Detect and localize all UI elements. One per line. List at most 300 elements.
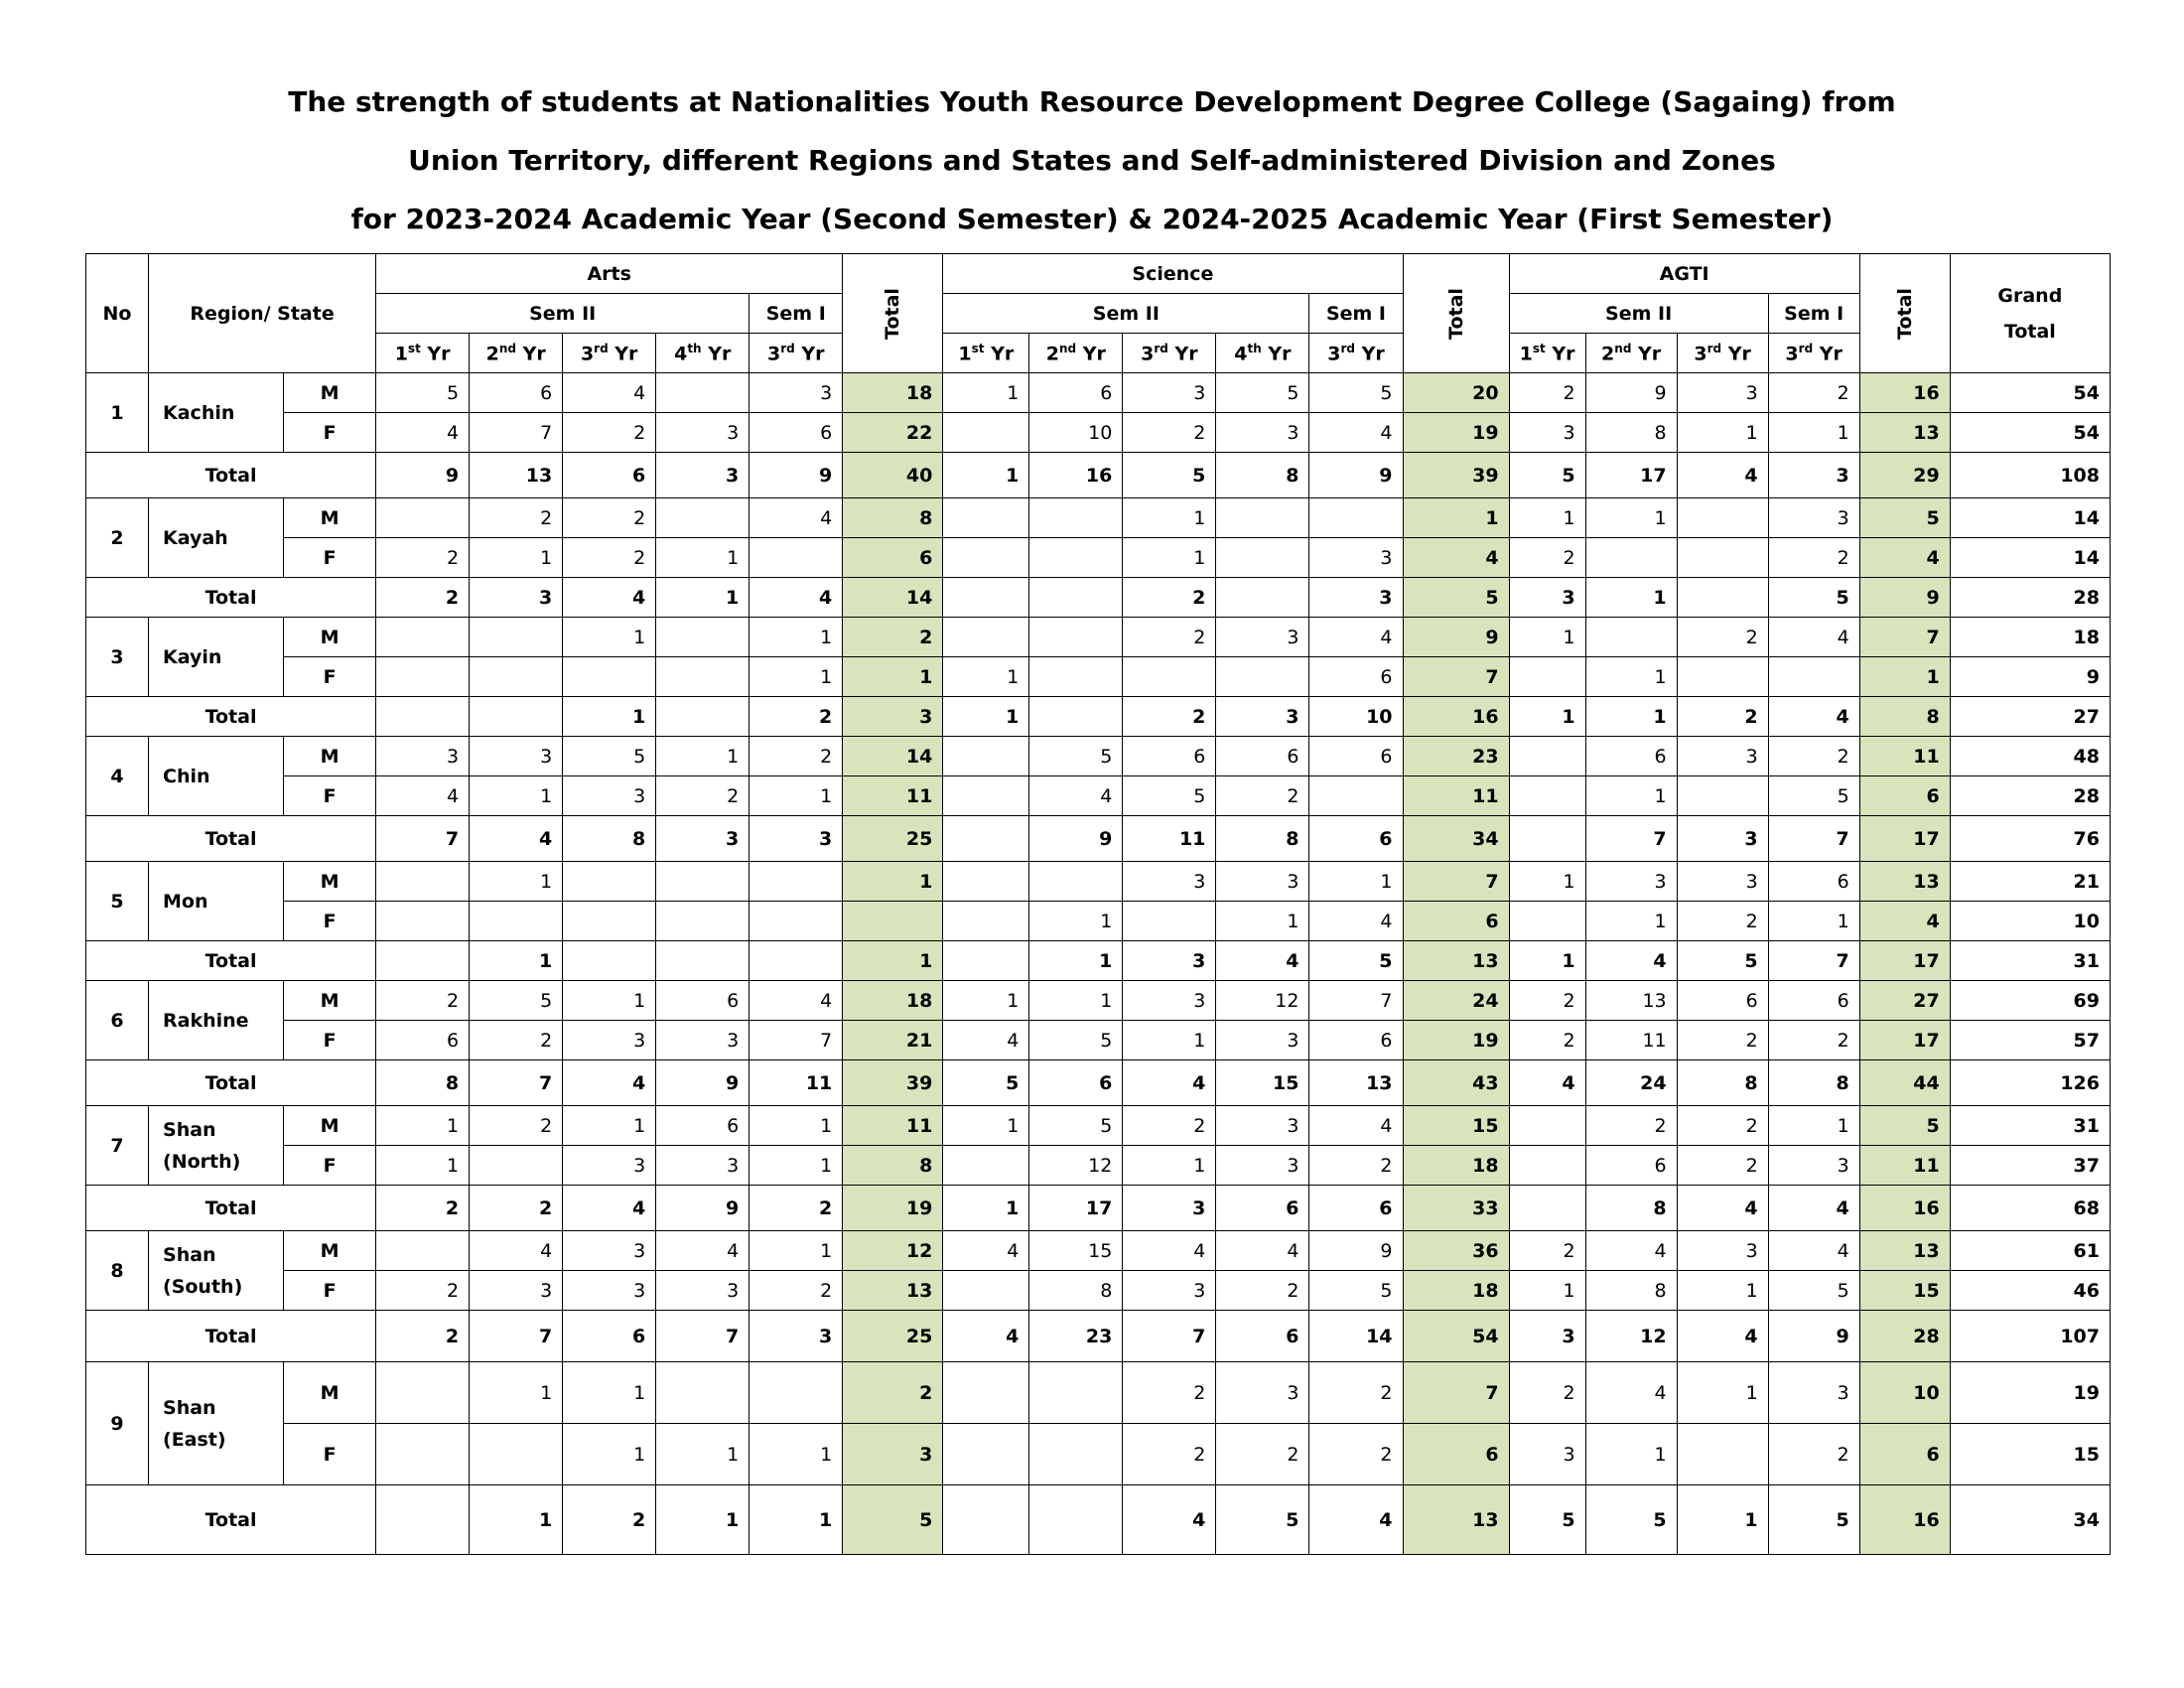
table-row — [86, 373, 2111, 413]
total-label: Total — [86, 697, 376, 737]
subtotal-cell: 16 — [1859, 1186, 1950, 1231]
count-cell: 3 — [1216, 1021, 1309, 1060]
sex-label-f: F — [284, 1146, 376, 1186]
count-cell: 3 — [1123, 1271, 1216, 1311]
count-cell: 2 — [376, 1186, 470, 1231]
subtotal-cell: 5 — [843, 1485, 943, 1555]
count-cell: 4 — [1216, 1231, 1309, 1271]
count-cell: 1 — [1677, 1271, 1768, 1311]
grand-total-cell: 107 — [1950, 1311, 2110, 1362]
count-cell: 6 — [1677, 981, 1768, 1021]
count-cell — [376, 1231, 470, 1271]
count-cell: 1 — [943, 453, 1029, 498]
subtotal-cell: 10 — [1859, 1362, 1950, 1424]
count-cell — [470, 657, 563, 697]
header-science-total: Total — [1403, 254, 1509, 373]
table-row — [86, 981, 2111, 1021]
count-cell: 2 — [1309, 1424, 1403, 1485]
grand-total-cell: 68 — [1950, 1186, 2110, 1231]
header-agti-sem1: Sem I — [1768, 294, 1859, 334]
header-grand-total: Grand Total — [1950, 254, 2110, 373]
count-cell: 1 — [1309, 862, 1403, 902]
count-cell: 9 — [750, 453, 843, 498]
count-cell: 4 — [943, 1231, 1029, 1271]
count-cell: 1 — [1509, 618, 1585, 657]
count-cell: 5 — [1309, 1271, 1403, 1311]
count-cell — [1677, 498, 1768, 538]
count-cell: 11 — [1123, 816, 1216, 862]
count-cell — [1509, 816, 1585, 862]
count-cell: 4 — [1768, 697, 1859, 737]
count-cell: 1 — [1677, 1485, 1768, 1555]
count-cell — [1677, 538, 1768, 578]
count-cell: 3 — [1509, 1424, 1585, 1485]
sex-label-f: F — [284, 538, 376, 578]
count-cell — [943, 1485, 1029, 1555]
count-cell: 9 — [656, 1060, 750, 1106]
count-cell: 1 — [943, 657, 1029, 697]
count-cell: 1 — [750, 1424, 843, 1485]
count-cell: 4 — [1585, 1362, 1677, 1424]
count-cell — [1309, 776, 1403, 816]
total-label: Total — [86, 941, 376, 981]
subtotal-cell: 13 — [1403, 941, 1509, 981]
count-cell: 3 — [1677, 862, 1768, 902]
count-cell: 2 — [376, 1311, 470, 1362]
subtotal-cell: 7 — [1859, 618, 1950, 657]
table-row — [86, 1231, 2111, 1271]
sex-label-m: M — [284, 862, 376, 902]
header-region: Region/ State — [149, 254, 376, 373]
table-row — [86, 657, 2111, 697]
count-cell — [943, 1271, 1029, 1311]
subtotal-cell: 12 — [843, 1231, 943, 1271]
count-cell: 6 — [1768, 862, 1859, 902]
count-cell: 5 — [1216, 373, 1309, 413]
subtotal-cell: 25 — [843, 1311, 943, 1362]
count-cell: 4 — [1309, 902, 1403, 941]
count-cell: 6 — [470, 373, 563, 413]
subtotal-cell: 18 — [1403, 1271, 1509, 1311]
count-cell: 2 — [563, 413, 656, 453]
count-cell: 12 — [1585, 1311, 1677, 1362]
grand-total-cell: 31 — [1950, 941, 2110, 981]
count-cell: 3 — [1585, 862, 1677, 902]
header-science-sem2: Sem II — [943, 294, 1309, 334]
region-number: 1 — [86, 373, 149, 453]
count-cell — [656, 618, 750, 657]
count-cell — [656, 902, 750, 941]
total-row — [86, 1060, 2111, 1106]
header-agti-sem2: Sem II — [1509, 294, 1768, 334]
count-cell — [750, 1362, 843, 1424]
count-cell: 6 — [563, 1311, 656, 1362]
count-cell: 6 — [1216, 737, 1309, 776]
count-cell: 4 — [1309, 1485, 1403, 1555]
header-year-12: 3rd Yr — [1677, 334, 1768, 373]
count-cell: 5 — [1768, 1271, 1859, 1311]
count-cell — [376, 902, 470, 941]
count-cell: 5 — [943, 1060, 1029, 1106]
grand-total-cell: 48 — [1950, 737, 2110, 776]
count-cell — [1029, 1485, 1123, 1555]
count-cell: 13 — [1309, 1060, 1403, 1106]
count-cell — [750, 941, 843, 981]
count-cell: 3 — [750, 1311, 843, 1362]
count-cell — [376, 498, 470, 538]
subtotal-cell: 13 — [1403, 1485, 1509, 1555]
document-title-line-1: The strength of students at Nationalities Youth Resource Development Degree College (Sagaing) from — [288, 85, 1896, 118]
sex-label-f: F — [284, 413, 376, 453]
region-name: Rakhine — [149, 981, 284, 1060]
count-cell — [656, 657, 750, 697]
count-cell: 23 — [1029, 1311, 1123, 1362]
document-title-line-3: for 2023-2024 Academic Year (Second Semester) & 2024-2025 Academic Year (First Semester) — [350, 203, 1834, 235]
count-cell — [1029, 697, 1123, 737]
grand-total-cell: 57 — [1950, 1021, 2110, 1060]
count-cell — [1509, 1146, 1585, 1186]
count-cell: 4 — [563, 1060, 656, 1106]
count-cell: 2 — [1768, 373, 1859, 413]
count-cell: 7 — [376, 816, 470, 862]
count-cell: 1 — [750, 1146, 843, 1186]
grand-total-cell: 28 — [1950, 578, 2110, 618]
count-cell: 3 — [656, 413, 750, 453]
subtotal-cell: 1 — [843, 657, 943, 697]
document-title-line-2: Union Territory, different Regions and States and Self-administered Division and Zones — [408, 144, 1776, 177]
subtotal-cell: 21 — [843, 1021, 943, 1060]
region-name: Mon — [149, 862, 284, 941]
count-cell — [1509, 902, 1585, 941]
subtotal-cell: 16 — [1859, 373, 1950, 413]
count-cell: 1 — [1585, 776, 1677, 816]
subtotal-cell: 16 — [1859, 1485, 1950, 1555]
count-cell — [563, 941, 656, 981]
count-cell: 2 — [470, 1021, 563, 1060]
header-no: No — [86, 254, 149, 373]
subtotal-cell: 6 — [843, 538, 943, 578]
region-number: 2 — [86, 498, 149, 578]
count-cell: 1 — [1585, 1424, 1677, 1485]
count-cell: 3 — [1216, 1362, 1309, 1424]
count-cell: 1 — [1509, 498, 1585, 538]
count-cell: 2 — [470, 1106, 563, 1146]
count-cell: 2 — [1509, 538, 1585, 578]
count-cell: 7 — [656, 1311, 750, 1362]
count-cell: 7 — [470, 1311, 563, 1362]
total-row — [86, 697, 2111, 737]
subtotal-cell: 1 — [843, 862, 943, 902]
count-cell: 4 — [563, 373, 656, 413]
count-cell: 2 — [470, 498, 563, 538]
subtotal-cell: 2 — [843, 618, 943, 657]
count-cell: 13 — [1585, 981, 1677, 1021]
grand-total-cell: 46 — [1950, 1271, 2110, 1311]
count-cell: 3 — [1123, 981, 1216, 1021]
count-cell — [470, 1146, 563, 1186]
grand-total-cell: 69 — [1950, 981, 2110, 1021]
count-cell: 1 — [1585, 697, 1677, 737]
count-cell: 5 — [1123, 453, 1216, 498]
subtotal-cell: 7 — [1403, 657, 1509, 697]
count-cell: 2 — [1677, 902, 1768, 941]
subtotal-cell: 29 — [1859, 453, 1950, 498]
count-cell — [656, 862, 750, 902]
header-year-3: 4th Yr — [656, 334, 750, 373]
count-cell: 3 — [1677, 373, 1768, 413]
count-cell: 3 — [1768, 453, 1859, 498]
total-label: Total — [86, 1485, 376, 1555]
region-number: 4 — [86, 737, 149, 816]
table-row — [86, 538, 2111, 578]
count-cell: 4 — [1677, 453, 1768, 498]
count-cell: 1 — [656, 578, 750, 618]
subtotal-cell: 4 — [1859, 902, 1950, 941]
count-cell: 2 — [1677, 1146, 1768, 1186]
header-arts-sem2: Sem II — [376, 294, 750, 334]
sex-label-m: M — [284, 498, 376, 538]
table-body — [86, 373, 2111, 1555]
count-cell: 2 — [1768, 737, 1859, 776]
region-name: Kayah — [149, 498, 284, 578]
count-cell: 5 — [1123, 776, 1216, 816]
count-cell: 7 — [1123, 1311, 1216, 1362]
subtotal-cell: 1 — [843, 941, 943, 981]
count-cell: 4 — [1029, 776, 1123, 816]
count-cell: 2 — [1123, 697, 1216, 737]
count-cell: 2 — [563, 498, 656, 538]
count-cell: 3 — [1216, 862, 1309, 902]
grand-total-cell: 54 — [1950, 413, 2110, 453]
total-row — [86, 816, 2111, 862]
grand-total-cell: 19 — [1950, 1362, 2110, 1424]
sex-label-f: F — [284, 776, 376, 816]
count-cell: 1 — [656, 538, 750, 578]
region-number: 8 — [86, 1231, 149, 1311]
sex-label-m: M — [284, 1362, 376, 1424]
subtotal-cell: 39 — [843, 1060, 943, 1106]
count-cell: 2 — [750, 737, 843, 776]
count-cell: 7 — [470, 413, 563, 453]
student-strength-table — [85, 253, 2111, 1555]
grand-total-cell: 54 — [1950, 373, 2110, 413]
table-header — [86, 254, 2111, 373]
grand-total-cell: 28 — [1950, 776, 2110, 816]
count-cell: 1 — [563, 1362, 656, 1424]
count-cell: 5 — [470, 981, 563, 1021]
region-number: 5 — [86, 862, 149, 941]
subtotal-cell: 13 — [843, 1271, 943, 1311]
subtotal-cell: 20 — [1403, 373, 1509, 413]
count-cell: 1 — [563, 1106, 656, 1146]
count-cell: 4 — [1123, 1485, 1216, 1555]
count-cell — [1509, 657, 1585, 697]
count-cell: 11 — [750, 1060, 843, 1106]
table-row — [86, 1271, 2111, 1311]
count-cell — [1585, 618, 1677, 657]
count-cell: 4 — [1585, 941, 1677, 981]
count-cell: 1 — [470, 862, 563, 902]
count-cell: 8 — [1585, 1186, 1677, 1231]
count-cell: 10 — [1029, 413, 1123, 453]
count-cell: 1 — [470, 1485, 563, 1555]
count-cell — [376, 1485, 470, 1555]
region-number: 6 — [86, 981, 149, 1060]
count-cell — [1029, 1424, 1123, 1485]
count-cell: 11 — [1585, 1021, 1677, 1060]
subtotal-cell: 11 — [1859, 737, 1950, 776]
subtotal-cell: 11 — [843, 776, 943, 816]
count-cell: 4 — [563, 1186, 656, 1231]
count-cell: 6 — [1309, 737, 1403, 776]
count-cell: 2 — [750, 1186, 843, 1231]
count-cell: 4 — [1123, 1231, 1216, 1271]
subtotal-cell: 17 — [1859, 941, 1950, 981]
count-cell: 3 — [1677, 737, 1768, 776]
count-cell: 1 — [750, 618, 843, 657]
count-cell: 2 — [750, 697, 843, 737]
count-cell — [1029, 618, 1123, 657]
subtotal-cell: 18 — [843, 981, 943, 1021]
count-cell: 2 — [1216, 1424, 1309, 1485]
count-cell: 7 — [470, 1060, 563, 1106]
count-cell: 2 — [1509, 1231, 1585, 1271]
count-cell — [376, 657, 470, 697]
count-cell: 2 — [1768, 538, 1859, 578]
count-cell: 6 — [1309, 816, 1403, 862]
grand-total-cell: 108 — [1950, 453, 2110, 498]
subtotal-cell: 9 — [1859, 578, 1950, 618]
count-cell: 3 — [1216, 697, 1309, 737]
count-cell: 15 — [1216, 1060, 1309, 1106]
count-cell: 1 — [1768, 413, 1859, 453]
count-cell: 8 — [1216, 816, 1309, 862]
count-cell: 1 — [1123, 1146, 1216, 1186]
subtotal-cell: 7 — [1403, 862, 1509, 902]
count-cell: 5 — [1585, 1485, 1677, 1555]
count-cell: 1 — [943, 373, 1029, 413]
count-cell: 3 — [470, 1271, 563, 1311]
count-cell — [943, 941, 1029, 981]
count-cell: 4 — [470, 816, 563, 862]
header-year-10: 1st Yr — [1509, 334, 1585, 373]
count-cell — [943, 538, 1029, 578]
count-cell: 3 — [1509, 578, 1585, 618]
count-cell — [470, 902, 563, 941]
count-cell: 7 — [750, 1021, 843, 1060]
count-cell: 1 — [1509, 697, 1585, 737]
region-name: Shan (East) — [149, 1362, 284, 1485]
grand-total-cell: 76 — [1950, 816, 2110, 862]
count-cell: 1 — [750, 657, 843, 697]
count-cell: 4 — [1677, 1311, 1768, 1362]
total-row — [86, 941, 2111, 981]
count-cell: 1 — [750, 776, 843, 816]
count-cell: 5 — [563, 737, 656, 776]
region-name: Kachin — [149, 373, 284, 453]
count-cell: 4 — [943, 1311, 1029, 1362]
count-cell — [376, 941, 470, 981]
count-cell — [1216, 578, 1309, 618]
total-label: Total — [86, 578, 376, 618]
count-cell: 5 — [1029, 737, 1123, 776]
header-year-7: 3rd Yr — [1123, 334, 1216, 373]
subtotal-cell: 6 — [1403, 1424, 1509, 1485]
header-year-row — [86, 334, 2111, 373]
count-cell — [376, 862, 470, 902]
count-cell: 2 — [1768, 1424, 1859, 1485]
count-cell: 2 — [750, 1271, 843, 1311]
count-cell: 14 — [1309, 1311, 1403, 1362]
count-cell: 3 — [1123, 941, 1216, 981]
grand-total-cell: 31 — [1950, 1106, 2110, 1146]
count-cell: 4 — [1123, 1060, 1216, 1106]
grand-total-cell: 34 — [1950, 1485, 2110, 1555]
count-cell: 5 — [1768, 1485, 1859, 1555]
count-cell — [750, 902, 843, 941]
count-cell: 1 — [1768, 1106, 1859, 1146]
sex-label-f: F — [284, 657, 376, 697]
count-cell: 6 — [1216, 1311, 1309, 1362]
count-cell: 17 — [1029, 1186, 1123, 1231]
subtotal-cell — [843, 902, 943, 941]
count-cell — [656, 373, 750, 413]
count-cell: 4 — [1768, 1186, 1859, 1231]
header-science: Science — [943, 254, 1403, 294]
count-cell: 3 — [1123, 1186, 1216, 1231]
count-cell: 4 — [1309, 1106, 1403, 1146]
count-cell: 9 — [1768, 1311, 1859, 1362]
count-cell: 3 — [750, 373, 843, 413]
count-cell: 9 — [656, 1186, 750, 1231]
subtotal-cell: 15 — [1403, 1106, 1509, 1146]
count-cell: 3 — [1216, 618, 1309, 657]
count-cell: 3 — [563, 1231, 656, 1271]
count-cell: 2 — [376, 981, 470, 1021]
sex-label-m: M — [284, 1106, 376, 1146]
count-cell: 12 — [1216, 981, 1309, 1021]
subtotal-cell: 5 — [1859, 1106, 1950, 1146]
table-row — [86, 776, 2111, 816]
count-cell: 1 — [750, 1106, 843, 1146]
count-cell: 3 — [563, 1021, 656, 1060]
count-cell: 10 — [1309, 697, 1403, 737]
count-cell — [750, 538, 843, 578]
count-cell — [376, 618, 470, 657]
total-row — [86, 453, 2111, 498]
count-cell — [1768, 657, 1859, 697]
count-cell: 3 — [1768, 1146, 1859, 1186]
header-science-sem1: Sem I — [1309, 294, 1403, 334]
count-cell: 1 — [1677, 413, 1768, 453]
count-cell: 8 — [1677, 1060, 1768, 1106]
count-cell: 5 — [1768, 578, 1859, 618]
count-cell: 1 — [1123, 538, 1216, 578]
count-cell: 9 — [1309, 453, 1403, 498]
count-cell — [376, 1424, 470, 1485]
subtotal-cell: 1 — [1403, 498, 1509, 538]
count-cell: 5 — [1029, 1021, 1123, 1060]
count-cell: 8 — [1585, 1271, 1677, 1311]
count-cell: 4 — [376, 413, 470, 453]
count-cell: 3 — [1509, 1311, 1585, 1362]
table-row — [86, 1362, 2111, 1424]
count-cell: 6 — [1029, 1060, 1123, 1106]
count-cell: 6 — [656, 981, 750, 1021]
count-cell: 2 — [470, 1186, 563, 1231]
subtotal-cell: 1 — [1859, 657, 1950, 697]
header-year-8: 4th Yr — [1216, 334, 1309, 373]
